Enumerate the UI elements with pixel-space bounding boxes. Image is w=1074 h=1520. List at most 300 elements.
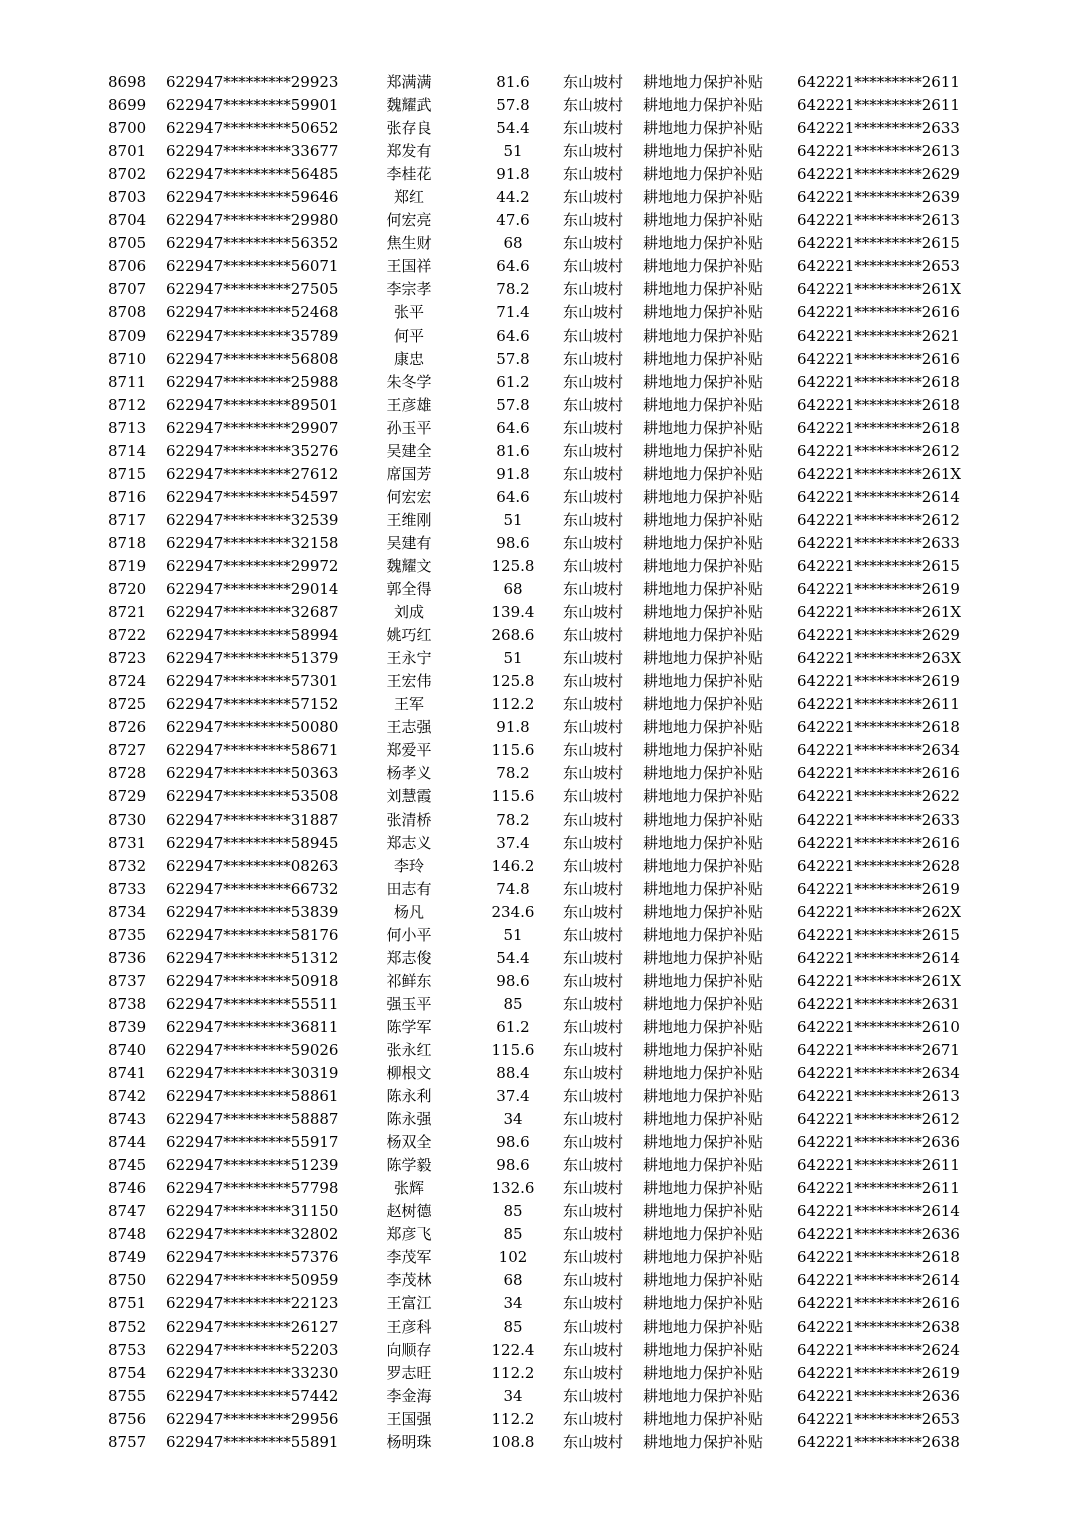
bank-card-number: 622947*********56808: [166, 349, 339, 368]
id-number: 642221*********2638: [797, 1317, 960, 1336]
id-number: 642221*********261X: [797, 464, 962, 483]
table-row: [0, 163, 1074, 186]
row-number: 8719: [108, 556, 147, 575]
id-number: 642221*********2653: [797, 257, 960, 276]
id-number: 642221*********2615: [797, 234, 960, 253]
subsidy-type: 耕地地力保护补贴: [643, 211, 764, 230]
village-name: 东山坡村: [563, 1271, 624, 1290]
subsidy-type: 耕地地力保护补贴: [643, 925, 764, 944]
subsidy-type: 耕地地力保护补贴: [643, 556, 764, 575]
subsidy-amount: 115.6: [491, 1040, 535, 1059]
row-number: 8718: [108, 533, 147, 552]
holder-name: 郑彦飞: [386, 1225, 432, 1244]
subsidy-amount: 78.2: [496, 764, 530, 783]
table-row: [0, 325, 1074, 348]
table-row: [0, 394, 1074, 417]
id-number: 642221*********2611: [797, 73, 960, 91]
id-number: 642221*********262X: [797, 902, 962, 921]
id-number: 642221*********2633: [797, 533, 960, 552]
row-number: 8714: [108, 441, 147, 460]
id-number: 642221*********2612: [797, 510, 960, 529]
table-row: [0, 186, 1074, 209]
subsidy-amount: 51: [503, 142, 523, 161]
holder-name: 王志强: [386, 718, 432, 737]
subsidy-type: 耕地地力保护补贴: [643, 948, 764, 967]
village-name: 东山坡村: [563, 695, 624, 714]
subsidy-type: 耕地地力保护补贴: [643, 1386, 764, 1405]
table-row: [0, 117, 1074, 140]
village-name: 东山坡村: [563, 925, 624, 944]
id-number: 642221*********2636: [797, 1225, 960, 1244]
subsidy-amount: 125.8: [491, 672, 535, 691]
subsidy-type: 耕地地力保护补贴: [643, 994, 764, 1013]
table-row: [0, 762, 1074, 785]
subsidy-type: 耕地地力保护补贴: [643, 1294, 764, 1313]
row-number: 8716: [108, 487, 147, 506]
village-name: 东山坡村: [563, 303, 624, 322]
table-row: [0, 232, 1074, 255]
subsidy-type: 耕地地力保护补贴: [643, 326, 764, 345]
village-name: 东山坡村: [563, 257, 624, 276]
row-number: 8721: [108, 603, 147, 622]
subsidy-amount: 78.2: [496, 280, 530, 299]
subsidy-type: 耕地地力保护补贴: [643, 1202, 764, 1221]
holder-name: 张清桥: [386, 810, 432, 829]
bank-card-number: 622947*********32802: [166, 1225, 339, 1244]
subsidy-amount: 85: [503, 994, 523, 1013]
table-row: [0, 1085, 1074, 1108]
subsidy-amount: 85: [503, 1202, 523, 1221]
id-number: 642221*********2618: [797, 418, 960, 437]
table-row: [0, 1016, 1074, 1039]
subsidy-type: 耕地地力保护补贴: [643, 418, 764, 437]
bank-card-number: 622947*********57442: [166, 1386, 339, 1405]
id-number: 642221*********2613: [797, 1087, 960, 1106]
id-number: 642221*********261X: [797, 603, 962, 622]
table-row: [0, 855, 1074, 878]
subsidy-type: 耕地地力保护补贴: [643, 1271, 764, 1290]
holder-name: 强玉平: [386, 994, 432, 1013]
bank-card-number: 622947*********55891: [166, 1432, 339, 1451]
table-row: [0, 1292, 1074, 1315]
bank-card-number: 622947*********57798: [166, 1179, 339, 1198]
id-number: 642221*********2614: [797, 487, 960, 506]
id-number: 642221*********2619: [797, 879, 960, 898]
row-number: 8742: [108, 1087, 147, 1106]
id-number: 642221*********2611: [797, 695, 960, 714]
row-number: 8734: [108, 902, 147, 921]
subsidy-amount: 68: [503, 234, 523, 253]
bank-card-number: 622947*********54597: [166, 487, 339, 506]
bank-card-number: 622947*********53508: [166, 787, 339, 806]
holder-name: 田志有: [386, 879, 432, 898]
row-number: 8722: [108, 626, 147, 645]
holder-name: 李茂军: [386, 1248, 432, 1267]
holder-name: 郑满满: [386, 73, 432, 91]
row-number: 8732: [108, 856, 147, 875]
table-row: [0, 71, 1074, 94]
subsidy-amount: 78.2: [496, 810, 530, 829]
row-number: 8755: [108, 1386, 147, 1405]
bank-card-number: 622947*********55917: [166, 1133, 339, 1152]
table-row: [0, 463, 1074, 486]
bank-card-number: 622947*********58887: [166, 1110, 339, 1129]
village-name: 东山坡村: [563, 994, 624, 1013]
village-name: 东山坡村: [563, 1156, 624, 1175]
row-number: 8723: [108, 649, 147, 668]
row-number: 8706: [108, 257, 147, 276]
table-row: [0, 532, 1074, 555]
village-name: 东山坡村: [563, 1133, 624, 1152]
row-number: 8757: [108, 1432, 147, 1451]
subsidy-amount: 91.8: [496, 464, 530, 483]
village-name: 东山坡村: [563, 1363, 624, 1382]
holder-name: 祁鲜东: [386, 971, 432, 990]
bank-card-number: 622947*********50652: [166, 119, 339, 138]
subsidy-type: 耕地地力保护补贴: [643, 73, 764, 91]
holder-name: 郑志俊: [386, 948, 432, 967]
holder-name: 郑爱平: [386, 741, 432, 760]
row-number: 8740: [108, 1040, 147, 1059]
bank-card-number: 622947*********29980: [166, 211, 339, 230]
table-row: [0, 693, 1074, 716]
bank-card-number: 622947*********29956: [166, 1409, 339, 1428]
holder-name: 李金海: [386, 1386, 432, 1405]
row-number: 8717: [108, 510, 147, 529]
village-name: 东山坡村: [563, 741, 624, 760]
table-row: [0, 509, 1074, 532]
bank-card-number: 622947*********32687: [166, 603, 339, 622]
bank-card-number: 622947*********29923: [166, 73, 339, 91]
row-number: 8698: [108, 73, 147, 91]
table-row: [0, 947, 1074, 970]
row-number: 8708: [108, 303, 147, 322]
village-name: 东山坡村: [563, 487, 624, 506]
id-number: 642221*********2615: [797, 556, 960, 575]
subsidy-amount: 98.6: [496, 1133, 530, 1152]
bank-card-number: 622947*********53839: [166, 902, 339, 921]
row-number: 8748: [108, 1225, 147, 1244]
subsidy-amount: 54.4: [496, 948, 530, 967]
subsidy-type: 耕地地力保护补贴: [643, 1363, 764, 1382]
holder-name: 杨双全: [386, 1133, 432, 1152]
table-row: [0, 417, 1074, 440]
holder-name: 郑志义: [386, 833, 432, 852]
bank-card-number: 622947*********33230: [166, 1363, 339, 1382]
subsidy-type: 耕地地力保护补贴: [643, 879, 764, 898]
id-number: 642221*********2631: [797, 994, 960, 1013]
village-name: 东山坡村: [563, 234, 624, 253]
id-number: 642221*********2611: [797, 1156, 960, 1175]
subsidy-amount: 64.6: [496, 487, 530, 506]
holder-name: 李宗孝: [386, 280, 432, 299]
id-number: 642221*********2622: [797, 787, 960, 806]
subsidy-type: 耕地地力保护补贴: [643, 1340, 764, 1359]
row-number: 8705: [108, 234, 147, 253]
subsidy-type: 耕地地力保护补贴: [643, 349, 764, 368]
row-number: 8728: [108, 764, 147, 783]
id-number: 642221*********2612: [797, 441, 960, 460]
subsidy-amount: 34: [503, 1294, 523, 1313]
subsidy-amount: 112.2: [491, 695, 535, 714]
table-row: [0, 1246, 1074, 1269]
holder-name: 康忠: [393, 349, 424, 368]
bank-card-number: 622947*********58176: [166, 925, 339, 944]
subsidy-type: 耕地地力保护补贴: [643, 695, 764, 714]
id-number: 642221*********261X: [797, 280, 962, 299]
id-number: 642221*********2616: [797, 303, 960, 322]
holder-name: 王富江: [386, 1294, 432, 1313]
table-row: [0, 94, 1074, 117]
table-row: [0, 486, 1074, 509]
bank-card-number: 622947*********27612: [166, 464, 339, 483]
subsidy-amount: 132.6: [491, 1179, 535, 1198]
id-number: 642221*********2629: [797, 626, 960, 645]
subsidy-amount: 108.8: [491, 1432, 535, 1451]
table-row: [0, 440, 1074, 463]
bank-card-number: 622947*********29972: [166, 556, 339, 575]
village-name: 东山坡村: [563, 603, 624, 622]
table-row: [0, 1269, 1074, 1292]
row-number: 8699: [108, 96, 147, 115]
table-row: [0, 970, 1074, 993]
id-number: 642221*********2653: [797, 1409, 960, 1428]
village-name: 东山坡村: [563, 971, 624, 990]
subsidy-amount: 44.2: [496, 188, 530, 207]
subsidy-type: 耕地地力保护补贴: [643, 487, 764, 506]
id-number: 642221*********2619: [797, 672, 960, 691]
village-name: 东山坡村: [563, 188, 624, 207]
subsidy-type: 耕地地力保护补贴: [643, 165, 764, 184]
table-row: [0, 1177, 1074, 1200]
subsidy-amount: 112.2: [491, 1363, 535, 1382]
holder-name: 向顺存: [386, 1340, 432, 1359]
subsidy-type: 耕地地力保护补贴: [643, 649, 764, 668]
id-number: 642221*********2628: [797, 856, 960, 875]
holder-name: 陈学毅: [386, 1156, 432, 1175]
row-number: 8707: [108, 280, 147, 299]
village-name: 东山坡村: [563, 902, 624, 921]
village-name: 东山坡村: [563, 1340, 624, 1359]
holder-name: 张平: [393, 303, 424, 322]
village-name: 东山坡村: [563, 533, 624, 552]
holder-name: 朱冬学: [386, 372, 432, 391]
id-number: 642221*********2634: [797, 741, 960, 760]
subsidy-type: 耕地地力保护补贴: [643, 603, 764, 622]
village-name: 东山坡村: [563, 1040, 624, 1059]
holder-name: 杨明珠: [386, 1432, 432, 1451]
row-number: 8751: [108, 1294, 147, 1313]
village-name: 东山坡村: [563, 1202, 624, 1221]
subsidy-type: 耕地地力保护补贴: [643, 1040, 764, 1059]
village-name: 东山坡村: [563, 649, 624, 668]
bank-card-number: 622947*********32158: [166, 533, 339, 552]
holder-name: 罗志旺: [386, 1363, 432, 1382]
subsidy-type: 耕地地力保护补贴: [643, 787, 764, 806]
village-name: 东山坡村: [563, 580, 624, 599]
table-row: [0, 1108, 1074, 1131]
village-name: 东山坡村: [563, 764, 624, 783]
row-number: 8720: [108, 580, 147, 599]
bank-card-number: 622947*********56352: [166, 234, 339, 253]
subsidy-type: 耕地地力保护补贴: [643, 764, 764, 783]
village-name: 东山坡村: [563, 349, 624, 368]
table-row: [0, 578, 1074, 601]
subsidy-amount: 57.8: [496, 395, 530, 414]
subsidy-amount: 68: [503, 1271, 523, 1290]
id-number: 642221*********2619: [797, 1363, 960, 1382]
holder-name: 郑发有: [386, 142, 432, 161]
holder-name: 杨孝义: [386, 764, 432, 783]
id-number: 642221*********2638: [797, 1432, 960, 1451]
holder-name: 郭全得: [386, 580, 432, 599]
subsidy-amount: 81.6: [496, 73, 530, 91]
subsidy-type: 耕地地力保护补贴: [643, 672, 764, 691]
holder-name: 郑红: [393, 188, 424, 207]
bank-card-number: 622947*********31150: [166, 1202, 339, 1221]
id-number: 642221*********2618: [797, 395, 960, 414]
subsidy-type: 耕地地力保护补贴: [643, 1087, 764, 1106]
holder-name: 张存良: [386, 119, 432, 138]
subsidy-type: 耕地地力保护补贴: [643, 1133, 764, 1152]
subsidy-type: 耕地地力保护补贴: [643, 1317, 764, 1336]
id-number: 642221*********2613: [797, 211, 960, 230]
table-row: [0, 716, 1074, 739]
subsidy-type: 耕地地力保护补贴: [643, 119, 764, 138]
village-name: 东山坡村: [563, 672, 624, 691]
subsidy-amount: 98.6: [496, 1156, 530, 1175]
village-name: 东山坡村: [563, 1317, 624, 1336]
subsidy-type: 耕地地力保护补贴: [643, 395, 764, 414]
subsidy-type: 耕地地力保护补贴: [643, 1156, 764, 1175]
subsidy-amount: 68: [503, 580, 523, 599]
row-number: 8754: [108, 1363, 147, 1382]
id-number: 642221*********2613: [797, 142, 960, 161]
row-number: 8752: [108, 1317, 147, 1336]
bank-card-number: 622947*********58945: [166, 833, 339, 852]
holder-name: 赵树德: [386, 1202, 432, 1221]
id-number: 642221*********263X: [797, 649, 962, 668]
row-number: 8725: [108, 695, 147, 714]
table-row: [0, 301, 1074, 324]
table-row: [0, 739, 1074, 762]
row-number: 8737: [108, 971, 147, 990]
row-number: 8702: [108, 165, 147, 184]
bank-card-number: 622947*********57152: [166, 695, 339, 714]
bank-card-number: 622947*********58861: [166, 1087, 339, 1106]
subsidy-amount: 91.8: [496, 165, 530, 184]
row-number: 8713: [108, 418, 147, 437]
row-number: 8727: [108, 741, 147, 760]
village-name: 东山坡村: [563, 395, 624, 414]
row-number: 8747: [108, 1202, 147, 1221]
holder-name: 李玲: [393, 856, 424, 875]
holder-name: 何宏宏: [386, 487, 432, 506]
village-name: 东山坡村: [563, 326, 624, 345]
row-number: 8709: [108, 326, 147, 345]
subsidy-type: 耕地地力保护补贴: [643, 510, 764, 529]
subsidy-amount: 146.2: [491, 856, 535, 875]
id-number: 642221*********2612: [797, 1110, 960, 1129]
subsidy-type: 耕地地力保护补贴: [643, 441, 764, 460]
bank-card-number: 622947*********32539: [166, 510, 339, 529]
subsidy-type: 耕地地力保护补贴: [643, 464, 764, 483]
table-row: [0, 255, 1074, 278]
subsidy-type: 耕地地力保护补贴: [643, 142, 764, 161]
subsidy-type: 耕地地力保护补贴: [643, 372, 764, 391]
bank-card-number: 622947*********59646: [166, 188, 339, 207]
holder-name: 何小平: [386, 925, 432, 944]
bank-card-number: 622947*********22123: [166, 1294, 339, 1313]
subsidy-amount: 122.4: [491, 1340, 535, 1359]
table-row: [0, 785, 1074, 808]
village-name: 东山坡村: [563, 1087, 624, 1106]
holder-name: 李茂林: [386, 1271, 432, 1290]
holder-name: 孙玉平: [386, 418, 432, 437]
table-row: [0, 1131, 1074, 1154]
id-number: 642221*********2616: [797, 349, 960, 368]
id-number: 642221*********2634: [797, 1064, 960, 1083]
table-row: [0, 1062, 1074, 1085]
subsidy-type: 耕地地力保护补贴: [643, 1409, 764, 1428]
id-number: 642221*********2614: [797, 1271, 960, 1290]
row-number: 8711: [108, 372, 147, 391]
row-number: 8733: [108, 879, 147, 898]
bank-card-number: 622947*********50363: [166, 764, 339, 783]
row-number: 8715: [108, 464, 147, 483]
table-row: [0, 1039, 1074, 1062]
id-number: 642221*********2618: [797, 372, 960, 391]
holder-name: 吴建全: [386, 441, 432, 460]
subsidy-amount: 64.6: [496, 418, 530, 437]
bank-card-number: 622947*********35789: [166, 326, 339, 345]
row-number: 8745: [108, 1156, 147, 1175]
holder-name: 柳根文: [386, 1064, 432, 1083]
subsidy-amount: 64.6: [496, 257, 530, 276]
table-row: [0, 601, 1074, 624]
holder-name: 陈永强: [386, 1110, 432, 1129]
holder-name: 王彦科: [386, 1317, 432, 1336]
subsidy-amount: 57.8: [496, 96, 530, 115]
village-name: 东山坡村: [563, 856, 624, 875]
bank-card-number: 622947*********56071: [166, 257, 339, 276]
subsidy-amount: 37.4: [496, 1087, 530, 1106]
table-row: [0, 209, 1074, 232]
subsidy-table: [0, 71, 1074, 1454]
village-name: 东山坡村: [563, 833, 624, 852]
subsidy-amount: 88.4: [496, 1064, 530, 1083]
id-number: 642221*********2629: [797, 165, 960, 184]
table-row: [0, 371, 1074, 394]
subsidy-amount: 37.4: [496, 833, 530, 852]
bank-card-number: 622947*********55511: [166, 994, 339, 1013]
row-number: 8739: [108, 1017, 147, 1036]
holder-name: 焦生财: [386, 234, 432, 253]
holder-name: 姚巧红: [386, 626, 432, 645]
village-name: 东山坡村: [563, 418, 624, 437]
bank-card-number: 622947*********59901: [166, 96, 339, 115]
subsidy-amount: 139.4: [491, 603, 535, 622]
id-number: 642221*********2619: [797, 580, 960, 599]
table-row: [0, 555, 1074, 578]
bank-card-number: 622947*********52203: [166, 1340, 339, 1359]
subsidy-amount: 85: [503, 1225, 523, 1244]
table-row: [0, 670, 1074, 693]
id-number: 642221*********2610: [797, 1017, 960, 1036]
bank-card-number: 622947*********31887: [166, 810, 339, 829]
table-row: [0, 1431, 1074, 1454]
bank-card-number: 622947*********66732: [166, 879, 339, 898]
